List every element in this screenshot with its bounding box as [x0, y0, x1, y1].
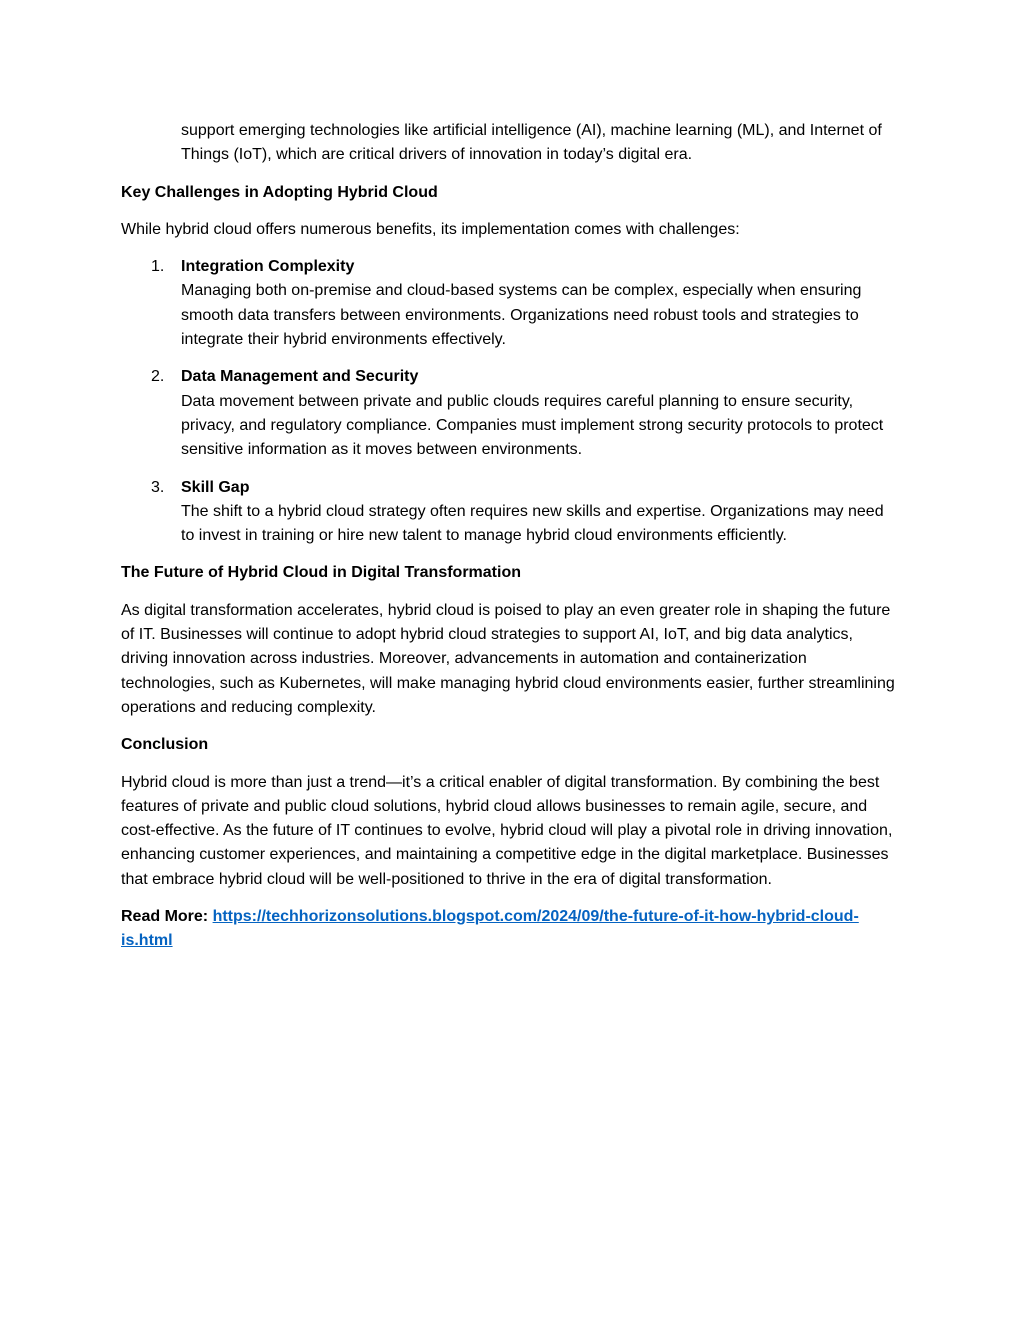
conclusion-heading: Conclusion [121, 736, 209, 754]
conclusion-paragraph: Hybrid cloud is more than just a trend—it’s a critical enabler of digital transformation. By combining the best features of private and public cloud solutions, hybrid cloud allows businesses to remain agile, secure, and cost-effective. As the future of IT continues to evolve, hybrid cloud will play a pivotal role in driving innovation, enhancing customer experiences, and maintaining a competitive edge in the digital marketplace. Businesses that embrace hybrid cloud will be well-positioned to thrive in the era of digital transformation. [121, 773, 893, 888]
read-more-line [121, 905, 901, 954]
intro-continuation-paragraph: support emerging technologies like artificial intelligence (AI), machine learning (ML), and Internet of Things (IoT), which are critical drivers of innovation in today’s digital era. [181, 122, 882, 164]
challenge-description: Managing both on-premise and cloud-based systems can be complex, especially when ensuring smooth data transfers between environments. Organizations need robust tools and strategies to integrate their hybrid environments effectively. [181, 282, 862, 349]
challenge-item-skill-gap [121, 476, 901, 549]
challenge-item-integration [121, 255, 901, 352]
future-heading: The Future of Hybrid Cloud in Digital Transformation [121, 564, 521, 582]
list-number: 1. [151, 258, 165, 276]
list-number: 2. [151, 368, 165, 386]
challenge-title: Data Management and Security [181, 368, 419, 386]
read-more-label: Read More: [121, 908, 209, 926]
challenge-title: Skill Gap [181, 478, 250, 496]
challenges-heading: Key Challenges in Adopting Hybrid Cloud [121, 183, 438, 201]
challenges-intro: While hybrid cloud offers numerous benefits, its implementation comes with challenges: [121, 220, 740, 238]
document-content [121, 119, 901, 954]
challenges-list [121, 255, 901, 548]
challenge-description: The shift to a hybrid cloud strategy often requires new skills and expertise. Organizations may need to invest in training or hire new talent to manage hybrid cloud environments efficiently. [181, 502, 884, 545]
challenge-item-data-security [121, 365, 901, 462]
read-more-link[interactable]: https://techhorizonsolutions.blogspot.com/2024/09/the-future-of-it-how-hybrid-cloud-is.html [121, 908, 859, 950]
future-paragraph: As digital transformation accelerates, hybrid cloud is poised to play an even greater role in shaping the future of IT. Businesses will continue to adopt hybrid cloud strategies to support AI, IoT, and big data analytics, driving innovation across industries. Moreover, advancements in automation and containerization technologies, such as Kubernetes, will make managing hybrid cloud environments easier, further streamlining operations and reducing complexity. [121, 601, 895, 716]
challenge-description: Data movement between private and public clouds requires careful planning to ensure security, privacy, and regulatory compliance. Companies must implement strong security protocols to protect sensitive information as it moves between environments. [181, 392, 884, 459]
challenge-title: Integration Complexity [181, 258, 355, 276]
list-number: 3. [151, 478, 165, 496]
